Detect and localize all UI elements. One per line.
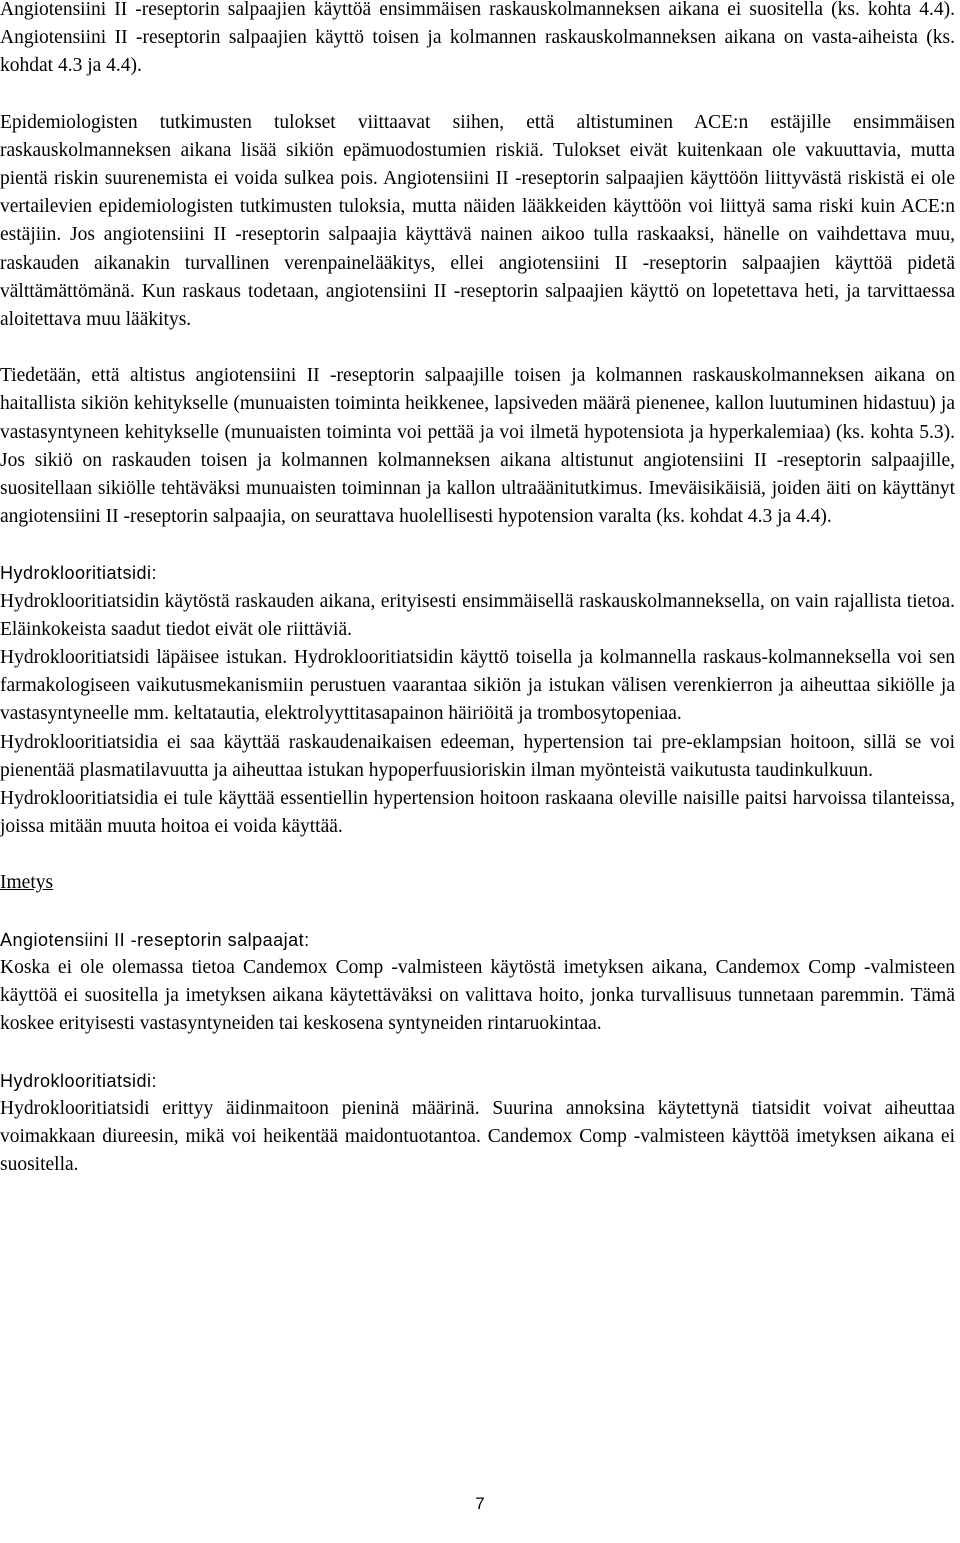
pregnancy-hctz-paragraph-2: Hydroklooritiatsidi läpäisee istukan. Hydroklooritiatsidin käyttö toisella ja kolmannella raskaus-kolmanneksella voi sen farmakologiseen vaikutusmekanismiin perustuen vaarantaa sikiön ja istukan välisen verenkierron ja aiheuttaa sikiölle ja vastasyntyneelle mm. keltatautia, elektrolyyttitasapainon häiriöitä ja trombosytopeniaa. <box>0 647 955 725</box>
lactation-hctz-subheading: Hydroklooritiatsidi: <box>0 1070 158 1091</box>
pregnancy-hctz-paragraph-4: Hydroklooritiatsidia ei tule käyttää essentiellin hypertension hoitoon raskaana oleville naisille paitsi harvoissa tilanteissa, joissa mitään muuta hoitoa ei voida käyttää. <box>0 788 955 838</box>
epidemiology-paragraph: Epidemiologisten tutkimusten tulokset viittaavat siihen, että altistuminen ACE:n estäjille ensimmäisen raskauskolmanneksen aikana lisää sikiön epämuodostumien riskiä. Tulokset eivät kuitenkaan ole vakuuttavia, mutta pientä riskin suurenemista ei voida sulkea pois. Angiotensiini II -reseptorin salpaajien käyttöön liittyvästä riskistä ei ole vertailevien epidemiologisten tutkimusten tuloksia, mutta näiden lääkkeiden käyttöön voi liittyä sama riski kuin ACE:n estäjiin. Jos angiotensiini II -reseptorin salpaajia käyttävä nainen aikoo tulla raskaaksi, hänelle on vaihdettava muu, raskauden aikanakin turvallinen verenpainelääkitys, ellei angiotensiini II -reseptorin salpaajien käyttöä pidetä välttämättömänä. Kun raskaus todetaan, angiotensiini II -reseptorin salpaajien käyttö on lopetettava heti, ja tarvittaessa aloitettava muu lääkitys. <box>0 111 955 331</box>
lactation-hctz-paragraph: Hydroklooritiatsidi erittyy äidinmaitoon pieninä määrinä. Suurina annoksina käytettynä tiatsidit voivat aiheuttaa voimakkaan diureesin, mikä voi heikentää maidontuotantoa. Candemox Comp -valmisteen käyttöä imetyksen aikana ei suositella. <box>0 1097 955 1176</box>
pregnancy-hctz-subheading: Hydroklooritiatsidi: <box>0 563 158 584</box>
pregnancy-hctz-paragraph-3: Hydroklooritiatsidia ei saa käyttää raskaudenaikaisen edeeman, hypertension tai pre-eklampsian hoitoon, sillä se voi pienentää plasmatilavuutta ja aiheuttaa istukan hypoperfuusioriskin ilman myönteistä vaikutusta taudinkulkuun. <box>0 731 955 781</box>
lactation-arb-paragraph: Koska ei ole olemassa tietoa Candemox Comp -valmisteen käytöstä imetyksen aikana, Candemox Comp -valmisteen käyttöä ei suositella ja imetyksen aikana käytettäväksi on valittava hoito, jonka turvallisuus tunnetaan paremmin. Tämä koskee erityisesti vastasyntyneiden tai keskosena syntyneiden rintaruokintaa. <box>0 956 955 1035</box>
fetotoxicity-paragraph: Tiedetään, että altistus angiotensiini II -reseptorin salpaajille toisen ja kolmannen raskauskolmanneksen aikana on haitallista sikiön kehitykselle (munuaisten toiminta heikkenee, lapsiveden määrä pienenee, kallon luutuminen hidastuu) ja vastasyntyneen kehitykselle (munuaisten toiminta voi pettää ja voi ilmetä hypotensiota ja hyperkalemiaa) (ks. kohta 5.3). Jos sikiö on raskauden toisen ja kolmannen kolmanneksen aikana altistunut angiotensiini II -reseptorin salpaajille, suositellaan sikiölle tehtäväksi munuaisten toiminnan ja kallon ultraäänitutkimus. Imeväisikäisiä, joiden äiti on käyttänyt angiotensiini II -reseptorin salpaajia, on seurattava huolellisesti hypotension varalta (ks. kohdat 4.3 ja 4.4). <box>0 365 955 528</box>
lactation-arb-subheading: Angiotensiini II -reseptorin salpaajat: <box>0 929 310 950</box>
lactation-heading-text: Imetys <box>0 872 54 894</box>
pregnancy-intro-paragraph: Angiotensiini II -reseptorin salpaajien käyttöä ensimmäisen raskauskolmanneksen aikana ei suositella (ks. kohta 4.4). Angiotensiini II -reseptorin salpaajien käyttö toisen ja kolmannen raskauskolmanneksen aikana on vasta-aiheista (ks. kohdat 4.3 ja 4.4). <box>0 0 955 77</box>
lactation-heading <box>0 869 955 897</box>
pregnancy-hctz-paragraph-1: Hydroklooritiatsidin käytöstä raskauden aikana, erityisesti ensimmäisellä raskauskolmanneksella, on vain rajallista tietoa. Eläinkokeista saadut tiedot eivät ole riittäviä. <box>0 590 955 640</box>
page-number: 7 <box>475 1494 485 1513</box>
